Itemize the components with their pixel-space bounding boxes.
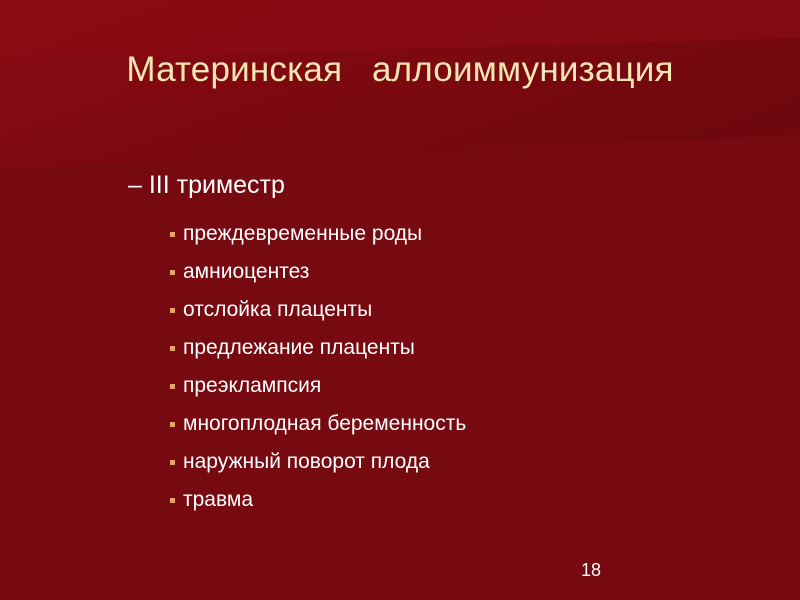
list-item [170, 253, 466, 291]
square-bullet-icon [170, 232, 175, 237]
subheading: – III триместр [128, 171, 285, 199]
square-bullet-icon [170, 270, 175, 275]
list-item [170, 481, 466, 519]
square-bullet-icon [170, 422, 175, 427]
list-item-text: многоплодная беременность [183, 412, 467, 435]
page-number: 18 [581, 560, 602, 580]
square-bullet-icon [170, 384, 175, 389]
list-item-text: травма [183, 488, 254, 511]
square-bullet-icon [170, 460, 175, 465]
list-item-text: амниоцентез [183, 260, 310, 283]
list-item-text: преждевременные роды [183, 222, 423, 245]
list-item [170, 291, 466, 329]
list-item-text: предлежание плаценты [183, 336, 415, 359]
list-item-text: отслойка плаценты [183, 298, 373, 321]
square-bullet-icon [170, 498, 175, 503]
slide-title: Материнская аллоиммунизация [126, 50, 674, 89]
square-bullet-icon [170, 308, 175, 313]
list-item-text: преэклампсия [183, 374, 322, 397]
list-item [170, 329, 466, 367]
list-item [170, 367, 466, 405]
list-item [170, 215, 466, 253]
list-item-text: наружный поворот плода [183, 450, 430, 473]
list-item [170, 405, 466, 443]
square-bullet-icon [170, 346, 175, 351]
list-item [170, 443, 466, 481]
bullet-list [170, 215, 466, 519]
